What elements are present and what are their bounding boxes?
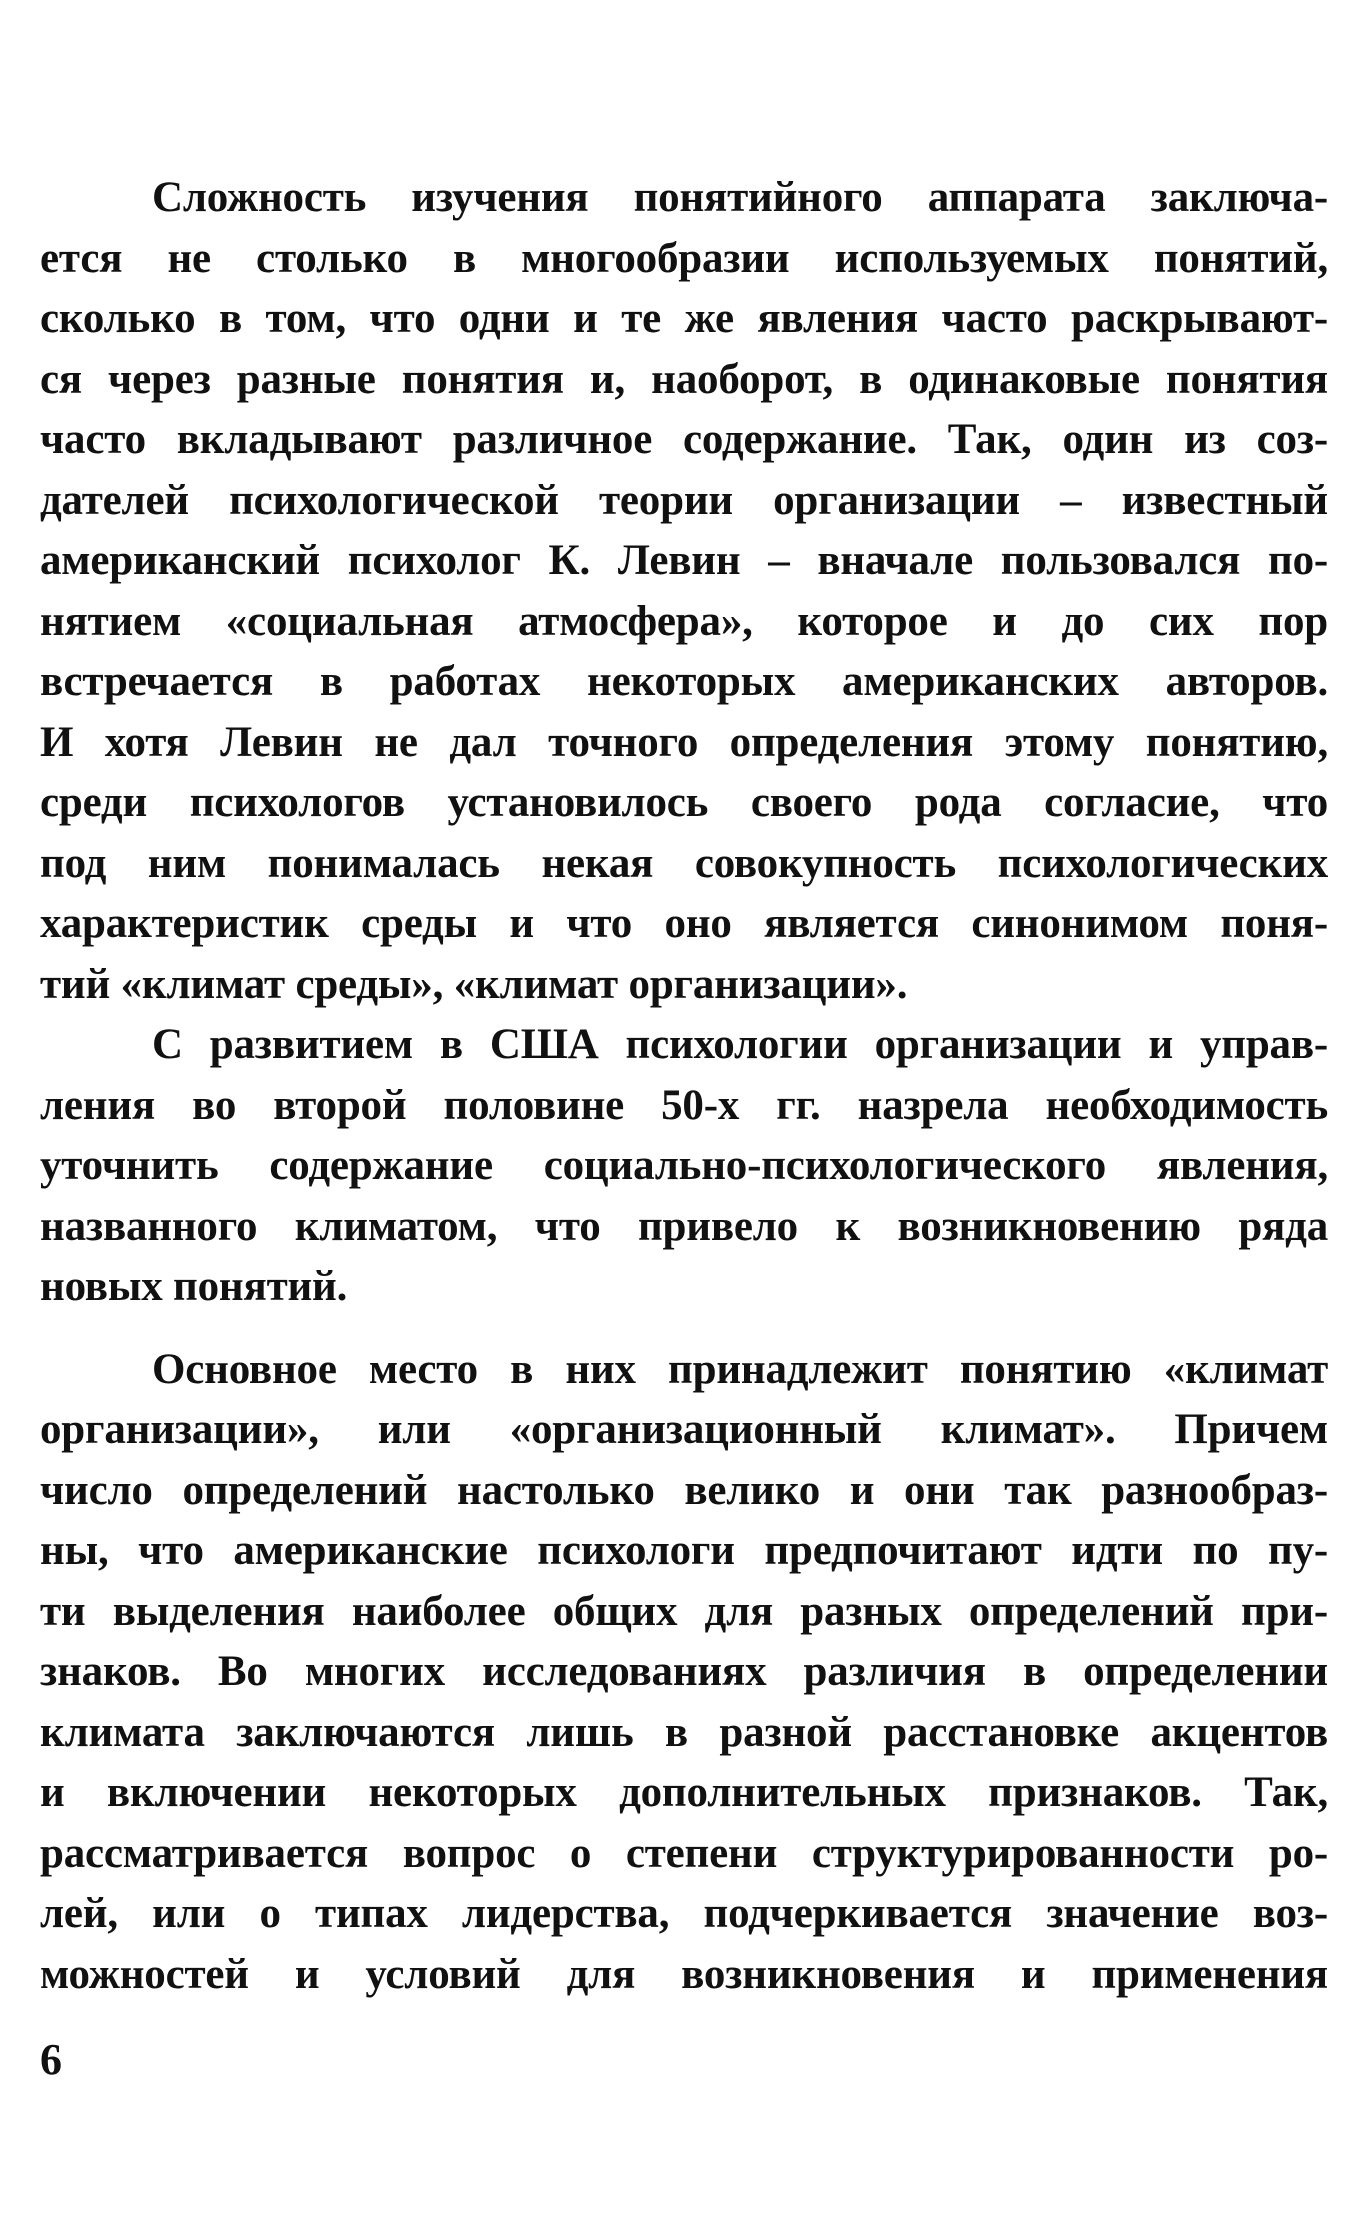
paragraph-2 xyxy=(40,1015,1328,1318)
text-line: Основное место в них принадлежит понятию «климат xyxy=(152,1345,1328,1393)
text-line: знаков. Во многих исследованиях различия в определении xyxy=(40,1648,1328,1695)
text-line: С развитием в США психологии организации и управ- xyxy=(152,1021,1328,1068)
text-line: встречается в работах некоторых американских авторов. xyxy=(40,658,1328,705)
text-line: названного климатом, что привело к возникновению ряда xyxy=(40,1202,1328,1250)
text-line: ления во второй половине 50-х гг. назрела необходимость xyxy=(40,1081,1328,1129)
page-number: 6 xyxy=(40,2035,62,2084)
text-line: часто вкладывают различное содержание. Так, один из соз- xyxy=(40,416,1328,463)
text-line: новых понятий. xyxy=(40,1263,348,1310)
text-line: число определений настолько велико и они так разнообраз- xyxy=(40,1466,1328,1514)
text-line: нятием «социальная атмосфера», которое и до сих пор xyxy=(40,597,1328,645)
text-line: лей, или о типах лидерства, подчеркивается значение воз- xyxy=(40,1890,1328,1937)
text-line: ся через разные понятия и, наоборот, в одинаковые понятия xyxy=(40,355,1328,403)
text-line: сколько в том, что одни и те же явления часто раскрывают- xyxy=(40,295,1328,342)
text-line: дателей психологической теории организации – известный xyxy=(40,476,1328,524)
text-line: американский психолог К. Левин – вначале пользовался по- xyxy=(40,537,1328,584)
text-line: климата заключаются лишь в разной расстановке акцентов xyxy=(40,1708,1328,1756)
text-line: характеристик среды и что оно является синонимом поня- xyxy=(40,900,1328,947)
body-text xyxy=(40,168,1328,2005)
paragraph-gap xyxy=(40,1318,1328,1340)
text-line: организации», или «организационный климат». Причем xyxy=(40,1406,1328,1453)
paragraph-3 xyxy=(40,1340,1328,2006)
text-line: среди психологов установилось своего рода согласие, что xyxy=(40,779,1328,826)
text-line: И хотя Левин не дал точного определения этому понятию, xyxy=(40,718,1328,766)
text-line: тий «климат среды», «климат организации». xyxy=(40,960,908,1008)
text-line: Сложность изучения понятийного аппарата заключа- xyxy=(152,174,1328,221)
text-line: можностей и условий для возникновения и применения xyxy=(40,1950,1328,1998)
text-line: и включении некоторых дополнительных признаков. Так, xyxy=(40,1769,1328,1816)
text-line: рассматривается вопрос о степени структурированности ро- xyxy=(40,1829,1328,1877)
paragraph-1 xyxy=(40,168,1328,1015)
text-line: ны, что американские психологи предпочитают идти по пу- xyxy=(40,1527,1328,1574)
text-line: уточнить содержание социально-психологического явления, xyxy=(40,1142,1328,1189)
text-line: под ним понималась некая совокупность психологических xyxy=(40,839,1328,887)
text-line: ти выделения наиболее общих для разных определений при- xyxy=(40,1587,1328,1635)
text-line: ется не столько в многообразии используемых понятий, xyxy=(40,234,1328,282)
